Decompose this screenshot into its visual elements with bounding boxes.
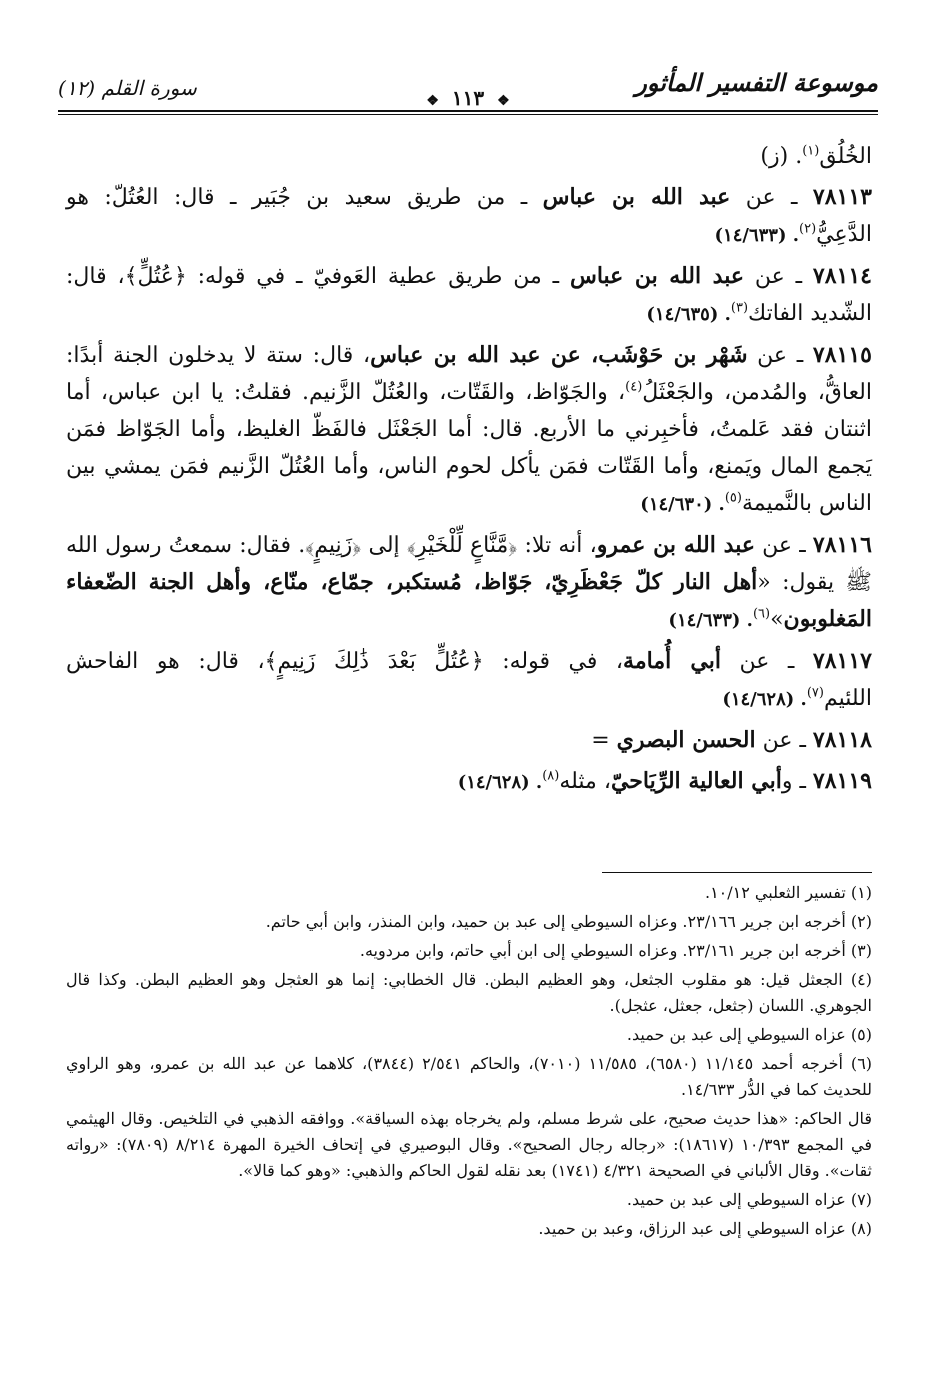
footnote-8: (٨) عزاه السيوطي إلى عبد الرزاق، وعبد بن حميد.: [538, 1219, 872, 1238]
footnote-marker[interactable]: (٦): [752, 606, 771, 622]
page-header: [58, 62, 878, 116]
volume-reference: . (١٤/٦٣٠): [640, 494, 725, 515]
narration-number: ٧٨١١٣: [812, 184, 872, 210]
narrator-name: شَهْر بن حَوْشَب، عن عبد الله بن عباس: [370, 342, 748, 368]
narration-number: ٧٨١١٤: [812, 263, 872, 289]
narration-78114: ٧٨١١٤ ـ عن عبد الله بن عباس ـ من طريق عطية العَوفيّ ـ في قوله: ﴿عُتُلٍّ﴾، قال: الشّديد الفاتك$^{(٣)}$. (١٤/٦٣٥): [66, 263, 872, 326]
narration-78115: ٧٨١١٥ ـ عن شَهْر بن حَوْشَب، عن عبد الله بن عباس، قال: ستة لا يدخلون الجنة أبدًا: العاقُّ، والمُدمن، والجَعْثَلُ$^{(٤)}$، والجَوّاظ، والقَتّات، والعُتُلّ الزَّنيم. فقلتُ: يا ابن عباس، أما اثنتان فقد عَلمتُ، فأخبِرني ما الأربع. قال: أما الجَعْثَل فالفَظّ الغليظ، وأما الجَوّاظ فمَن يَجمع المال ويَمنع، وأما القَتّات فمَن يأكل لحوم الناس، وأما العُتُلّ الزَّنيم فمَن يمشي بين الناس بالنَّميمة$^{(٥)}$. (١٤/٦٣٠): [66, 342, 872, 516]
narration-number: ٧٨١١٥: [812, 342, 872, 368]
footnote-6-continued: قال الحاكم: «هذا حديث صحيح، على شرط مسلم، ولم يخرجاه بهذه السياقة». ووافقه الذهبي في التلخيص. وقال الهيثمي في المجمع ١٠/٣٩٣ (١٨٦١٧): «رجاله رجال الصحيح». وقال البوصيري في إتحاف الخيرة المهرة ٨/٢١٤ (٧٨٠٩): «رواته ثقات». وقال الألباني في الصحيحة ٤/٣٢١ (١٧٤١) بعد نقله لقول الحاكم والذهبي: «وهو كما قالا».: [66, 1109, 873, 1180]
footnote-7: (٧) عزاه السيوطي إلى عبد بن حميد.: [626, 1190, 872, 1209]
book-title: موسوعة التفسير المأثور: [635, 68, 878, 97]
surah-title: سورة القلم (١٢): [58, 76, 197, 100]
volume-reference: . (١٤/٦٢٨): [457, 772, 543, 793]
narration-78119: ٧٨١١٩ ـ وأبي العالية الرِّيَاحيّ، مثله$^{(٨)}$. (١٤/٦٢٨): [457, 768, 872, 794]
narrator-name: عبد الله بن عباس: [569, 263, 744, 289]
footnote-4: (٤) الجعثل قيل: هو مقلوب الجثعل، وهو العظيم البطن. قال الخطابي: إنما هو العثجل وهو العظيم البطن. وكذا قال الجوهري. اللسان (جثعل، جعثل، عثجل).: [66, 970, 872, 1015]
ornament-icon: ❖: [426, 93, 439, 109]
narration-78118: ٧٨١١٨ ـ عن الحسن البصري =: [591, 727, 872, 753]
footnote-marker[interactable]: (٣): [730, 300, 749, 316]
footnotes: [66, 880, 872, 1245]
narrator-name: عبد الله بن عباس: [542, 184, 731, 210]
footnote-2: (٢) أخرجه ابن جرير ٢٣/١٦٦. وعزاه السيوطي إلى عبد بن حميد، وابن المنذر، وابن أبي حاتم.: [265, 912, 872, 931]
narrator-name: أبي أُمامة: [623, 648, 721, 674]
header-divider: [58, 114, 878, 115]
narration-78113: ٧٨١١٣ ـ عن عبد الله بن عباس ـ من طريق سعيد بن جُبَير ـ قال: العُتُلّ: هو الدَّعِيُّ$^{(٢)}$. (١٤/٦٣٣): [66, 184, 872, 247]
narration-78116: ٧٨١١٦ ـ عن عبد الله بن عمرو، أنه تلا: ﴿مَّنَّاعٍ لِّلْخَيْرِ﴾ إلى ﴿زَنِيمٍ﴾. فقال: سمعتُ رسول الله ﷺ يقول: «أهل النار كلّ جَعْظَرِيّ، جَوّاظ، مُستكبر، جمّاع، منّاع، وأهل الجنة الضّعفاء المَغلوبون»$^{(٦)}$. (١٤/٦٣٣): [66, 532, 873, 632]
footnote-marker[interactable]: (٢): [799, 221, 817, 237]
footnote-marker[interactable]: (٤): [625, 379, 643, 395]
main-text: [66, 138, 872, 805]
footnote-marker[interactable]: (٧): [806, 685, 824, 701]
footnote-marker[interactable]: (٥): [724, 490, 742, 506]
paragraph-continuation: الخُلُق$^{(١)}$. (ز): [760, 143, 872, 169]
narration-number: ٧٨١١٧: [812, 648, 872, 674]
ornament-icon: ❖: [497, 93, 510, 109]
page-number: [420, 86, 515, 110]
narrator-name: أبي العالية الرِّيَاحيّ: [610, 768, 782, 794]
volume-reference: . (١٤/٦٣٥): [646, 304, 731, 325]
page-number-value: ١١٣: [451, 86, 485, 110]
hadith-text: أهل النار كلّ جَعْظَرِيّ، جَوّاظ، مُستكبر، جمّاع، منّاع، وأهل الجنة الضّعفاء المَغلوبون: [66, 569, 872, 632]
footnote-1: (١) تفسير الثعلبي ١٠/١٢.: [704, 883, 872, 902]
volume-reference: . (١٤/٦٣٣): [714, 225, 800, 246]
header-divider: [58, 110, 878, 112]
narration-number: ٧٨١١٩: [812, 768, 872, 794]
footnote-marker[interactable]: (٨): [542, 768, 560, 784]
footnote-marker[interactable]: (١): [802, 143, 820, 159]
footnote-5: (٥) عزاه السيوطي إلى عبد بن حميد.: [626, 1025, 872, 1044]
narration-78117: ٧٨١١٧ ـ عن أبي أُمامة، في قوله: ﴿عُتُلٍّ بَعْدَ ذَٰلِكَ زَنِيمٍ﴾، قال: هو الفاحش اللئيم$^{(٧)}$. (١٤/٦٢٨): [66, 648, 872, 711]
footnote-6: (٦) أخرجه أحمد ١١/١٤٥ (٦٥٨٠)، ١١/٥٨٥ (٧٠١٠)، والحاكم ٢/٥٤١ (٣٨٤٤)، كلاهما عن عبد الله بن عمرو، وهو الراوي للحديث كما في الدُّر ١٤/٦٣٣.: [66, 1054, 873, 1099]
narrator-name: الحسن البصري: [616, 727, 756, 753]
narration-number: ٧٨١١٦: [812, 532, 872, 558]
narration-number: ٧٨١١٨: [812, 727, 872, 753]
footnote-divider: [602, 872, 872, 873]
narrator-name: عبد الله بن عمرو: [596, 532, 755, 558]
footnote-3: (٣) أخرجه ابن جرير ٢٣/١٦١. وعزاه السيوطي إلى ابن أبي حاتم، وابن مردويه.: [359, 941, 872, 960]
volume-reference: . (١٤/٦٢٨): [722, 689, 807, 710]
volume-reference: . (١٤/٦٣٣): [668, 610, 753, 631]
